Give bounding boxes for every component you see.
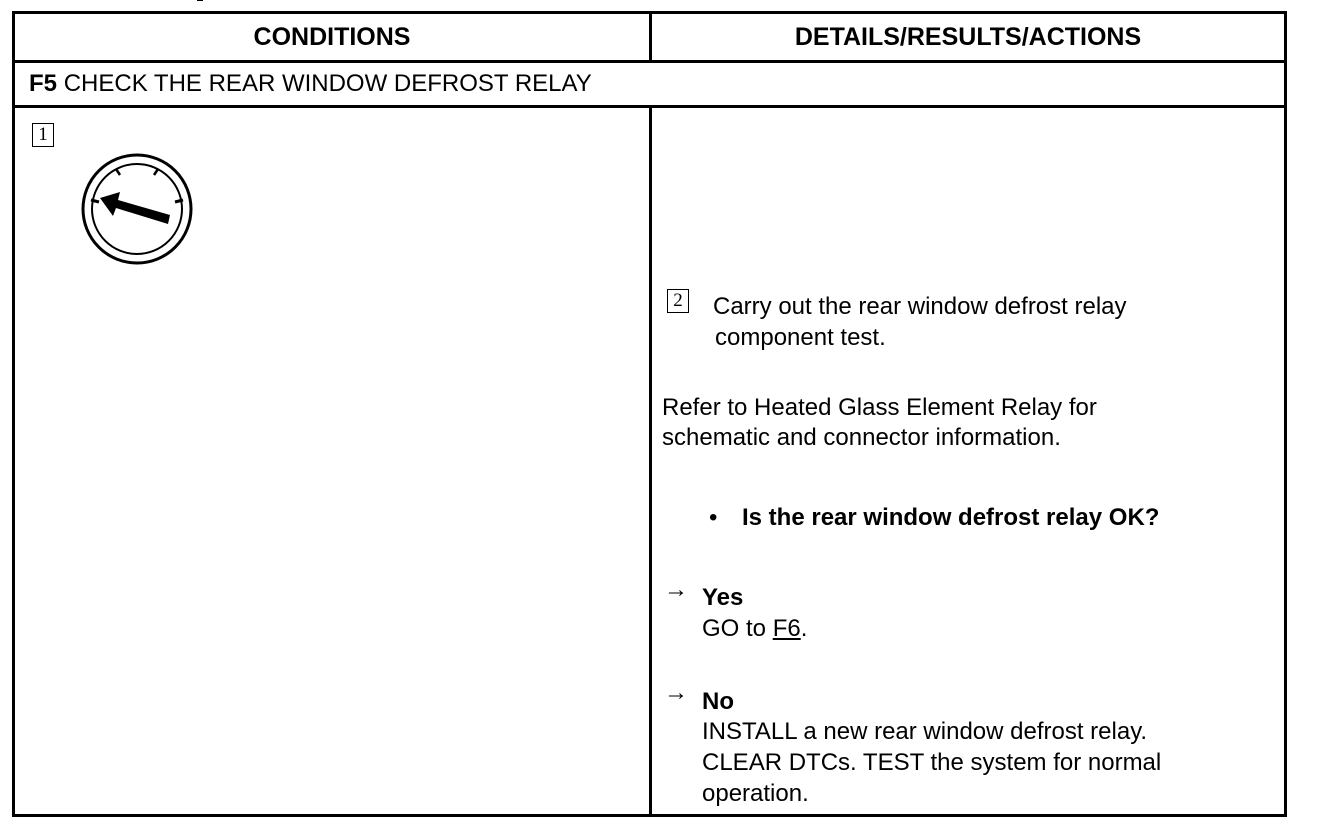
column-divider-body: [649, 105, 652, 814]
yes-action-suffix: .: [800, 615, 808, 642]
header-divider: [15, 60, 1284, 63]
step-2-box: 2: [667, 289, 689, 313]
step-code: F5: [29, 70, 58, 97]
yes-label: Yes: [702, 584, 744, 611]
yes-action-prefix: GO to: [702, 615, 773, 642]
yes-action: [702, 613, 807, 644]
ignition-switch-off-icon: [80, 152, 195, 267]
question-text: Is the rear window defrost relay OK?: [742, 504, 1160, 531]
no-action-line1: INSTALL a new rear window defrost relay.: [702, 718, 1148, 745]
diagnostic-table: [12, 11, 1287, 817]
question-bullet: •: [709, 504, 718, 531]
refer-text-line1: Refer to Heated Glass Element Relay for: [662, 394, 1097, 421]
no-arrow-icon: →: [664, 679, 688, 706]
step-2-text-line1: Carry out the rear window defrost relay: [713, 293, 1127, 320]
no-action-line3: operation.: [702, 780, 809, 807]
top-edge-mark: [197, 0, 203, 1]
header-details: DETAILS/RESULTS/ACTIONS: [794, 22, 1142, 51]
step-title: [29, 70, 592, 98]
step-title-text: CHECK THE REAR WINDOW DEFROST RELAY: [63, 70, 592, 97]
header-conditions: CONDITIONS: [253, 22, 411, 51]
no-action-line2: CLEAR DTCs. TEST the system for normal: [702, 749, 1162, 776]
step-2-text-line2: component test.: [715, 324, 886, 351]
step-1-box: 1: [32, 123, 54, 147]
refer-text-line2: schematic and connector information.: [662, 424, 1061, 451]
no-label: No: [702, 688, 734, 715]
yes-arrow-icon: →: [664, 576, 688, 603]
goto-f6-link[interactable]: F6: [772, 615, 801, 642]
